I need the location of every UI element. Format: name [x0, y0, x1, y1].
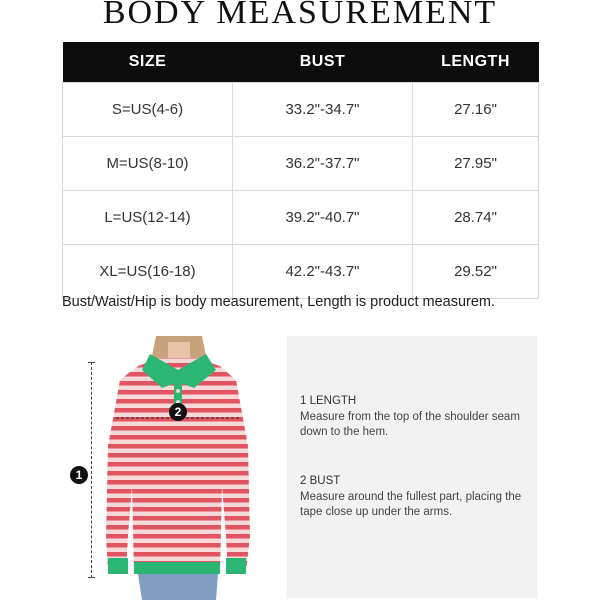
table-row: [63, 137, 539, 191]
length-top-tick: [88, 362, 95, 363]
header-bust: BUST: [233, 42, 413, 83]
page-title: BODY MEASUREMENT: [102, 0, 498, 31]
length-marker-badge: 1: [70, 466, 88, 484]
cell-size: L=US(12-14): [63, 191, 233, 245]
neck: [168, 342, 190, 358]
length-description: Measure from the top of the shoulder seam down to the hem.: [300, 411, 520, 438]
length-bottom-tick: [88, 577, 95, 578]
header-length: LENGTH: [413, 42, 539, 83]
cell-size: S=US(4-6): [63, 83, 233, 137]
model-photo: [98, 336, 258, 600]
bust-heading: 2 BUST: [300, 475, 341, 487]
bust-marker-badge: 2: [169, 403, 187, 421]
table-header-row: [63, 42, 539, 83]
bust-description: Measure around the fullest part, placing the tape close up under the arms.: [300, 491, 522, 518]
table-row: [63, 83, 539, 137]
length-heading: 1 LENGTH: [300, 395, 357, 407]
cell-bust: 39.2"-40.7": [233, 191, 413, 245]
measurement-info-panel: [287, 336, 537, 598]
length-measure-line: [91, 362, 93, 578]
cell-length: 27.95": [413, 137, 539, 191]
cell-size: M=US(8-10): [63, 137, 233, 191]
bust-info: [300, 474, 530, 520]
size-chart-table: [62, 42, 539, 299]
jeans: [138, 574, 218, 600]
cell-length: 29.52": [413, 245, 539, 299]
cell-bust: 33.2"-34.7": [233, 83, 413, 137]
hem-band: [134, 562, 220, 574]
right-cuff: [226, 558, 246, 574]
table-row: [63, 191, 539, 245]
left-cuff: [108, 558, 128, 574]
length-info: [300, 394, 530, 440]
cell-bust: 42.2"-43.7": [233, 245, 413, 299]
table-row: [63, 245, 539, 299]
cell-size: XL=US(16-18): [63, 245, 233, 299]
measurement-note: Bust/Waist/Hip is body measurement, Length is product measurem.: [62, 294, 496, 310]
cell-length: 28.74": [413, 191, 539, 245]
sweater-illustration: [98, 336, 258, 600]
cell-length: 27.16": [413, 83, 539, 137]
cell-bust: 36.2"-37.7": [233, 137, 413, 191]
header-size: SIZE: [63, 42, 233, 83]
